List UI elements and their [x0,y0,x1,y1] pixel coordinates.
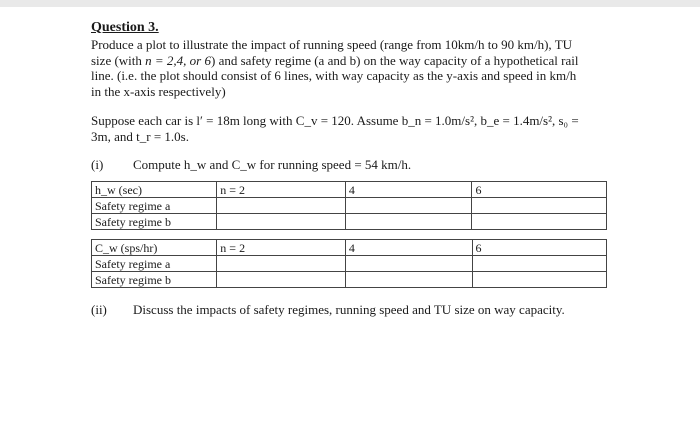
table-cell: n = 2 [217,240,346,256]
table-cell: Safety regime b [92,272,217,288]
part-i-number: (i) [91,157,104,172]
part-ii-text: Discuss the impacts of safety regimes, running speed and TU size on way capacity. [133,302,565,317]
part-i [91,157,631,172]
hw-table [91,181,607,230]
table-cell: 6 [472,240,606,256]
part-ii [91,302,631,317]
table-row [92,198,607,214]
table-cell [345,256,472,272]
table-row [92,240,607,256]
question-title: Question 3. [91,20,159,35]
intro-line-2a: size (with [91,52,146,68]
assumptions-line-2: 3m, and t_r = 1.0s. [91,128,189,144]
table-cell: Safety regime a [92,198,217,214]
cw-table [91,239,607,288]
table-cell: 4 [345,182,472,198]
part-i-text: Compute h_w and C_w for running speed = 54 km/h. [133,157,412,172]
table-cell: 6 [472,182,607,198]
table-row [92,256,607,272]
document-page [91,20,631,317]
table-cell: n = 2 [217,182,346,198]
table-cell [217,272,346,288]
table-cell [345,214,472,230]
part-ii-number: (ii) [91,302,107,317]
table-cell [217,198,346,214]
table-row [92,182,607,198]
table-cell: Safety regime a [92,256,217,272]
table-row [92,214,607,230]
table-cell [472,214,607,230]
table-cell [345,198,472,214]
intro-line-2c: ) and safety regime (a and b) on the way capacity of a hypothetical rail [211,52,579,68]
table-cell: 4 [345,240,472,256]
assumptions-line-1: Suppose each car is l′ = 18m long with C_v = 120. Assume b_n = 1.0m/s², b_e = 1.4m/s², s₀ = [91,113,579,128]
intro-line-2b: n = 2,4, or 6 [145,52,211,68]
top-bar [0,0,700,7]
intro-paragraph [91,37,631,99]
table-row [92,272,607,288]
assumptions-paragraph [91,113,631,144]
intro-line-4: in the x-axis respectively) [91,83,226,99]
table-cell [472,198,607,214]
table-cell: C_w (sps/hr) [92,240,217,256]
table-cell: Safety regime b [92,214,217,230]
table-cell [217,256,346,272]
table-cell: h_w (sec) [92,182,217,198]
table-cell [472,256,606,272]
table-cell [345,272,472,288]
table-cell [217,214,346,230]
intro-line-3: line. (i.e. the plot should consist of 6 lines, with way capacity as the y-axis and speed in km/h [91,68,577,83]
table-cell [472,272,606,288]
intro-line-1: Produce a plot to illustrate the impact of running speed (range from 10km/h to 90 km/h), TU [91,37,573,52]
